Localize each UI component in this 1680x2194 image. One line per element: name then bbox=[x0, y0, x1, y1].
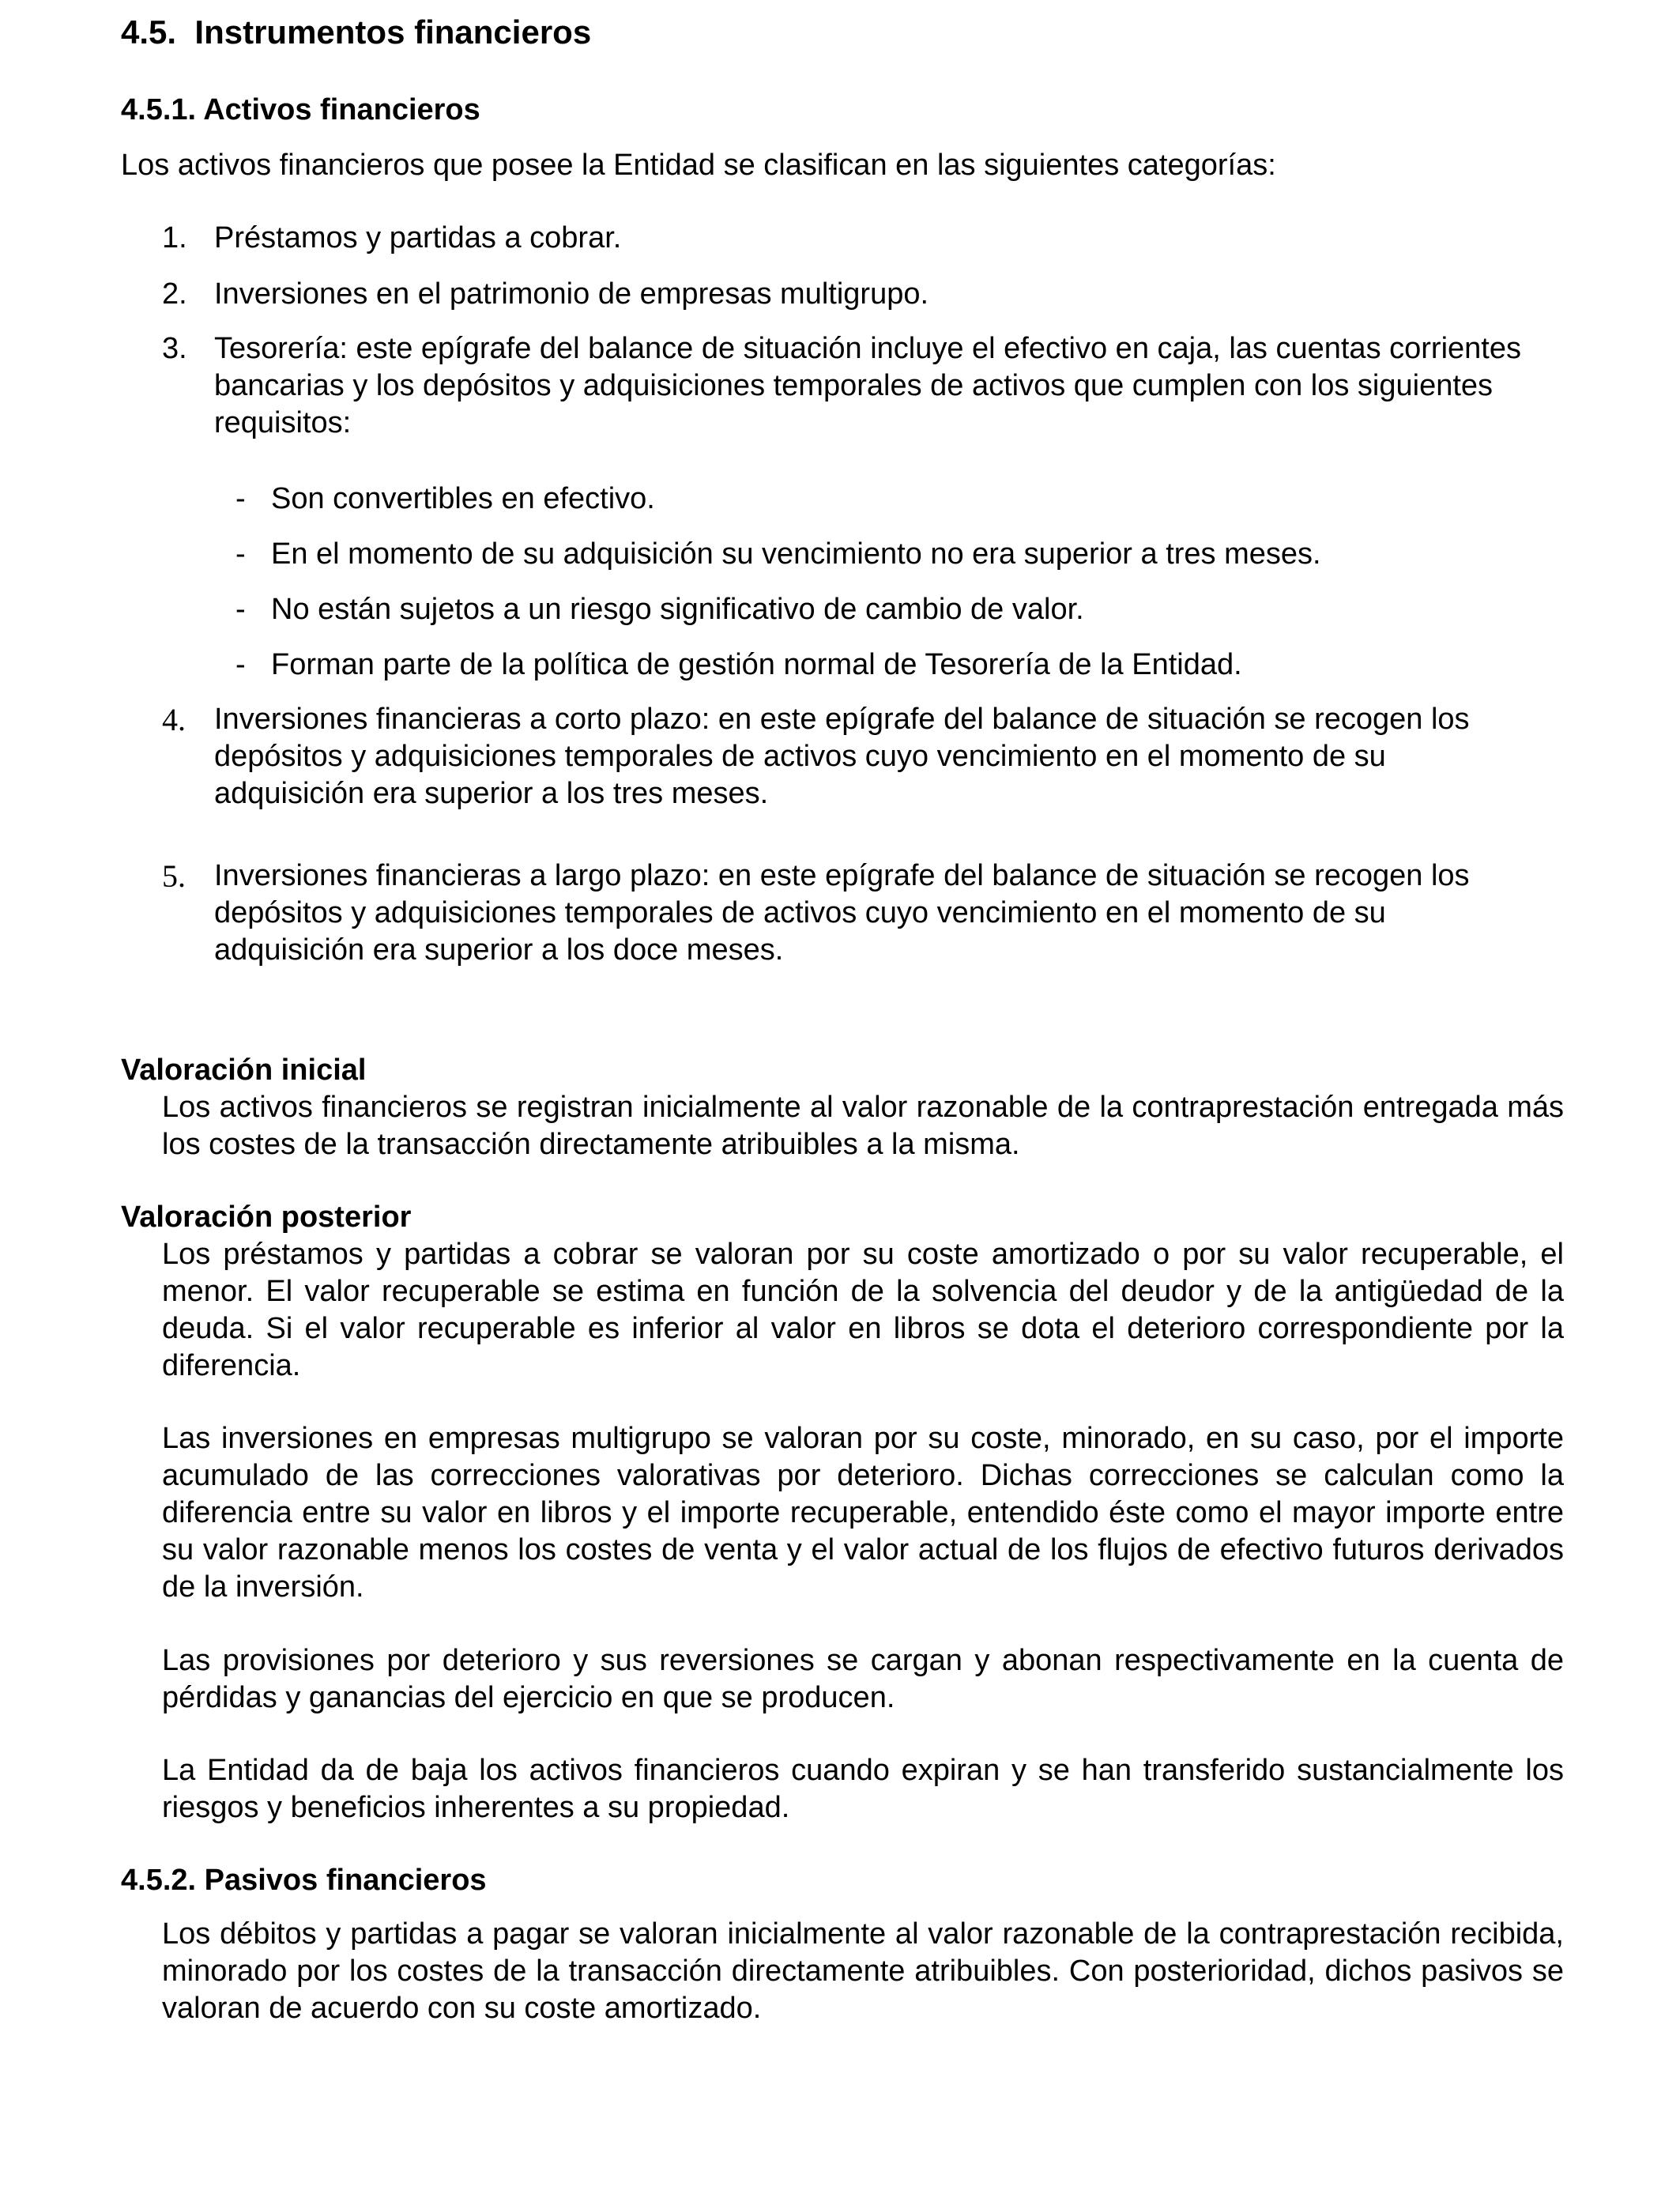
list-item-number: 1. bbox=[162, 221, 187, 254]
requisito-item: En el momento de su adquisición su vencimiento no era superior a tres meses. bbox=[271, 537, 1321, 571]
bullet-dash: - bbox=[235, 482, 246, 515]
section-title: Instrumentos financieros bbox=[194, 13, 592, 51]
pasivos-text: Los débitos y partidas a pagar se valoran inicialmente al valor razonable de la contraprestación recibida, minorado por los costes de la transacción directamente atribuibles. Con posterioridad, dichos pasivos se valoran de acuerdo con su coste amortizado. bbox=[162, 1917, 1564, 2025]
activos-heading: 4.5.1. Activos financieros bbox=[121, 93, 480, 126]
bullet-dash: - bbox=[235, 593, 246, 626]
list-item-text: Préstamos y partidas a cobrar. bbox=[214, 221, 622, 254]
valoracion-inicial-text: Los activos financieros se registran inicialmente al valor razonable de la contraprestación entregada más los costes de la transacción directamente atribuibles a la misma. bbox=[162, 1091, 1564, 1161]
valoracion-posterior-paragraph: Las provisiones por deterioro y sus reversiones se cargan y abonan respectivamente en la cuenta de pérdidas y ganancias del ejercicio en que se producen. bbox=[162, 1644, 1564, 1714]
section-number: 4.5. bbox=[121, 13, 177, 51]
bullet-dash: - bbox=[235, 648, 246, 681]
list-item-number: 2. bbox=[162, 277, 187, 311]
valoracion-posterior-paragraph: La Entidad da de baja los activos financieros cuando expiran y se han transferido sustancialmente los riesgos y beneficios inherentes a su propiedad. bbox=[162, 1754, 1564, 1824]
bullet-dash: - bbox=[235, 537, 246, 571]
valoracion-posterior-paragraph: Los préstamos y partidas a cobrar se valoran por su coste amortizado o por su valor recuperable, el menor. El valor recuperable se estima en función de la solvencia del deudor y de la antigüedad de la deuda. Si el valor recuperable es inferior al valor en libros se dota el deterioro correspondiente por la diferencia. bbox=[162, 1238, 1564, 1382]
valoracion-posterior-heading: Valoración posterior bbox=[121, 1201, 412, 1234]
pasivos-heading: 4.5.2. Pasivos financieros bbox=[121, 1864, 487, 1897]
list-item-number: 4. bbox=[162, 702, 186, 737]
list-item-number: 5. bbox=[162, 858, 186, 894]
requisito-item: No están sujetos a un riesgo significativo de cambio de valor. bbox=[271, 593, 1084, 626]
list-item-text: Inversiones financieras a corto plazo: en este epígrafe del balance de situación se recogen los depósitos y adquisiciones temporales de activos cuyo vencimiento en el momento de su adquisición era superior a los tres meses. bbox=[214, 703, 1470, 810]
requisito-item: Forman parte de la política de gestión normal de Tesorería de la Entidad. bbox=[271, 648, 1242, 681]
list-item-text: Inversiones financieras a largo plazo: en este epígrafe del balance de situación se recogen los depósitos y adquisiciones temporales de activos cuyo vencimiento en el momento de su adquisición era superior a los doce meses. bbox=[214, 859, 1470, 967]
list-item-number: 3. bbox=[162, 332, 187, 365]
activos-intro: Los activos financieros que posee la Entidad se clasifican en las siguientes categorías: bbox=[121, 149, 1276, 182]
list-item-text: Inversiones en el patrimonio de empresas multigrupo. bbox=[214, 277, 929, 311]
list-item-text: Tesorería: este epígrafe del balance de situación incluye el efectivo en caja, las cuentas corrientes bancarias y los depósitos y adquisiciones temporales de activos que cumplen con los siguientes requisitos: bbox=[214, 332, 1521, 439]
valoracion-inicial-heading: Valoración inicial bbox=[121, 1054, 367, 1087]
section-heading bbox=[121, 13, 591, 52]
requisito-item: Son convertibles en efectivo. bbox=[271, 482, 655, 515]
valoracion-posterior-paragraph: Las inversiones en empresas multigrupo se valoran por su coste, minorado, en su caso, por el importe acumulado de las correcciones valorativas por deterioro. Dichas correcciones se calculan como la diferencia entre su valor en libros y el importe recuperable, entendido éste como el mayor importe entre su valor razonable menos los costes de venta y el valor actual de los flujos de efectivo futuros derivados de la inversión. bbox=[162, 1422, 1564, 1604]
